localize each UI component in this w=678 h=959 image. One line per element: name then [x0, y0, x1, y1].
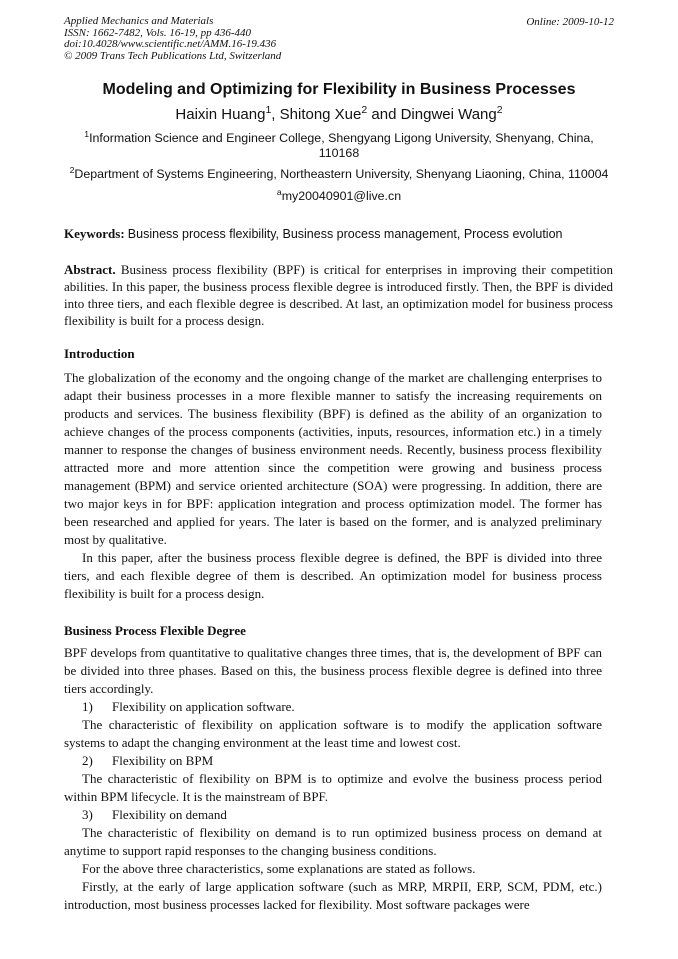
list-item-title: Flexibility on application software.: [112, 699, 295, 714]
affiliation-text: Department of Systems Engineering, Northeastern University, Shenyang Liaoning, China, 110004: [74, 167, 609, 181]
journal-name: Applied Mechanics and Materials: [64, 15, 214, 27]
list-item: [64, 752, 602, 770]
list-item-number: 2): [82, 753, 93, 768]
keywords-label: Keywords:: [64, 226, 125, 241]
author-line: [0, 106, 678, 123]
affiliation-mark: 2: [69, 164, 75, 175]
introduction-body: [64, 369, 602, 603]
author-name: Haixin Huang: [175, 106, 266, 123]
list-item: [64, 806, 602, 824]
journal-header: [64, 16, 281, 62]
body-paragraph: For the above three characteristics, some explanations are stated as follows.: [82, 861, 476, 876]
affiliation-1: [64, 128, 614, 161]
abstract: [64, 261, 613, 329]
affiliation-2: [30, 164, 648, 182]
list-item-number: 3): [82, 807, 93, 822]
affiliation-text: Information Science and Engineer College, Shengyang Ligong University, Shenyang, China, 110168: [89, 131, 594, 160]
doi-line: doi:10.4028/www.scientific.net/AMM.16-19.436: [64, 38, 277, 50]
body-paragraph: The characteristic of flexibility on BPM is to optimize and evolve the business process period within BPM lifecycle. It is the mainstream of BPF.: [64, 771, 602, 804]
body-paragraph: The characteristic of flexibility on demand is to run optimized business process on demand at anytime to support rapid responses to the changing business conditions.: [64, 825, 602, 858]
online-date: Online: 2009-10-12: [526, 16, 614, 28]
section-heading-introduction: Introduction: [64, 346, 135, 361]
body-paragraph: The globalization of the economy and the ongoing change of the market are challenging enterprises to adapt their business processes in a more flexible manner to satisfy the increasing requirements on products and services. The business flexibility (BPF) is defined as the ability of an organization to achieve changes of the process components (activities, inputs, resources, information etc.) in a timely manner to response the changes of business environment needs. Recently, business process flexibility attracted more and more attention since the competition were growing and business process management (BPM) and service oriented architecture (SOA) were progressing. In addition, there are two major keys in for BPF: application integration and process optimization model. The former has been researched and applied for years. The later is based on the former, and is analyzed preliminary most by qualitative.: [64, 370, 602, 547]
author-affiliation-mark: 2: [496, 104, 503, 116]
author-separator: ,: [271, 106, 280, 123]
author-email: [64, 186, 614, 204]
author-name: Shitong Xue: [279, 106, 362, 123]
affiliation-mark: 1: [84, 128, 90, 139]
list-item-number: 1): [82, 699, 93, 714]
body-paragraph: BPF develops from quantitative to qualitative changes three times, that is, the development of BPF can be divided into three phases. Based on this, the business process flexible degree is defined into three tiers accordingly.: [64, 645, 602, 696]
paper-title: Modeling and Optimizing for Flexibility in Business Processes: [102, 81, 576, 98]
author-affiliation-mark: 1: [265, 104, 272, 116]
author-name: Dingwei Wang: [400, 106, 497, 123]
abstract-text: Business process flexibility (BPF) is critical for enterprises in improving their competition abilities. In this paper, the business process flexible degree is introduced firstly. Then, the BPF is divided into three tiers, and each flexible degree is described. At last, an optimization model for business process flexibility is built for a process design.: [64, 262, 614, 328]
section-body: [64, 644, 602, 914]
body-paragraph: Firstly, at the early of large application software (such as MRP, MRPII, ERP, SCM, PDM, etc.) introduction, most business processes lacked for flexibility. Most software packages were: [64, 879, 602, 912]
body-paragraph: The characteristic of flexibility on application software is to modify the application software systems to adapt the changing environment at the least time and lowest cost.: [64, 717, 602, 750]
email-mark: a: [276, 186, 282, 197]
list-item-title: Flexibility on BPM: [112, 753, 214, 768]
email-text: my20040901@live.cn: [281, 189, 402, 203]
keywords: [64, 226, 563, 242]
list-item: [64, 698, 602, 716]
keywords-text: Business process flexibility, Business process management, Process evolution: [127, 227, 563, 241]
body-paragraph: In this paper, after the business process flexible degree is defined, the BPF is divided into three tiers, and each flexible degree of them is described. An optimization model for business process flexibility is built for a process design.: [64, 550, 602, 601]
author-separator: and: [367, 106, 401, 123]
abstract-label: Abstract.: [64, 262, 116, 277]
section-heading-flexible-degree: Business Process Flexible Degree: [64, 623, 246, 638]
issn-line: ISSN: 1662-7482, Vols. 16-19, pp 436-440: [64, 26, 251, 39]
author-affiliation-mark: 2: [361, 104, 368, 116]
list-item-title: Flexibility on demand: [112, 807, 227, 822]
copyright-line: © 2009 Trans Tech Publications Ltd, Switzerland: [64, 49, 282, 62]
